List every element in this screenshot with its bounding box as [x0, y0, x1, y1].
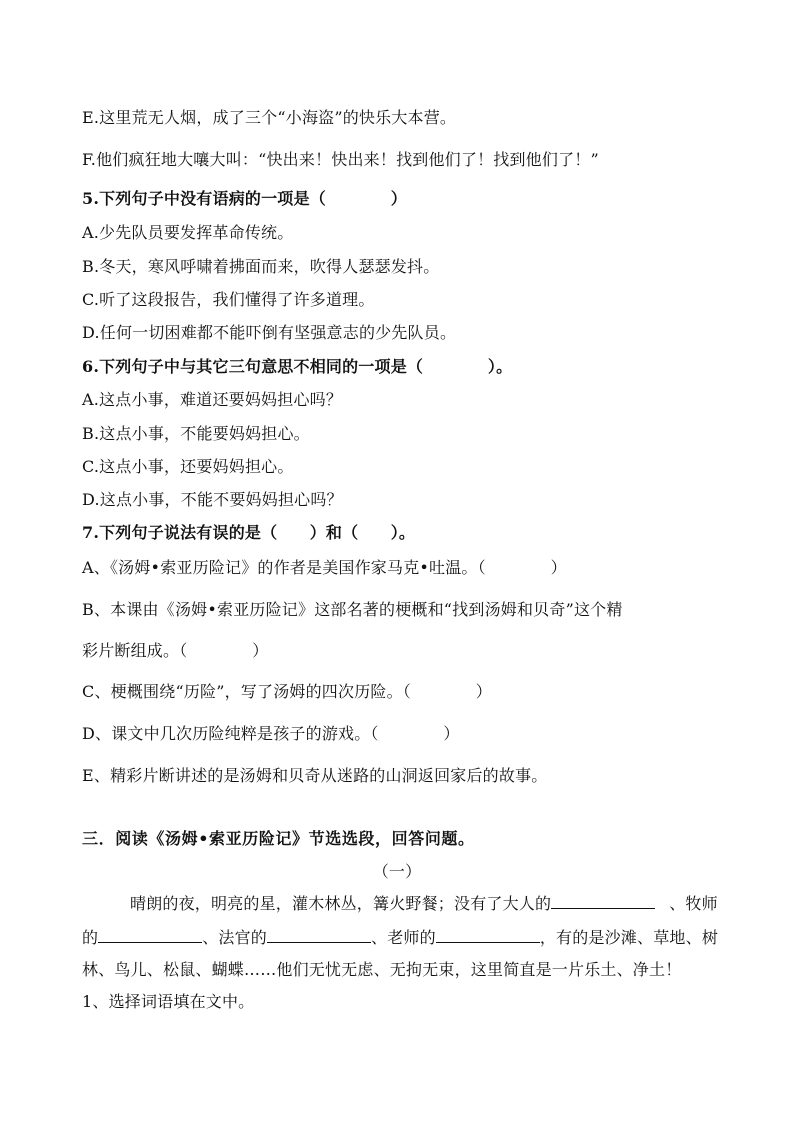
passage-text: 的 — [82, 928, 99, 947]
q7-statement-c: C、梗概围绕“历险”，写了汤姆的四次历险。（ ） — [82, 682, 493, 701]
q6-option-c: C.这点小事，还要妈妈担心。 — [82, 457, 294, 476]
q7-statement-e: E、精彩片断讲述的是汤姆和贝奇从迷路的山洞返回家后的故事。 — [82, 766, 548, 785]
q6-option-d: D.这点小事，不能不要妈妈担心吗？ — [82, 490, 343, 509]
fill-blank[interactable] — [267, 928, 371, 943]
q7-statement-d: D、课文中几次历险纯粹是孩子的游戏。（ ） — [82, 724, 460, 743]
option-f: F.他们疯狂地大嚷大叫：“快出来！快出来！找到他们了！找到他们了！” — [82, 150, 599, 169]
passage-text: 、牧师 — [669, 894, 718, 913]
q7-statement-b-line2: 彩片断组成。（ ） — [82, 641, 269, 660]
q7-statement-b-line1: B、本课由《汤姆•索亚历险记》这部名著的梗概和“找到汤姆和贝奇”这个精 — [82, 600, 623, 619]
passage-line-1 — [130, 894, 718, 914]
question-5-stem: 5.下列句子中没有语病的一项是（ ） — [82, 189, 407, 208]
q5-option-a: A.少先队员要发挥革命传统。 — [82, 223, 294, 242]
fill-blank[interactable] — [551, 894, 655, 909]
option-e: E.这里荒无人烟，成了三个“小海盗”的快乐大本营。 — [82, 108, 457, 127]
q6-option-b: B.这点小事，不能要妈妈担心。 — [82, 424, 310, 443]
q5-option-d: D.任何一切困难都不能吓倒有坚强意志的少先队员。 — [82, 323, 457, 342]
passage-text: ，有的是沙滩、草地、树 — [539, 928, 719, 947]
question-6-stem: 6.下列句子中与其它三句意思不相同的一项是（ ）。 — [82, 357, 513, 376]
q7-statement-a: A、《汤姆•索亚历险记》的作者是美国作家马克•吐温。（ ） — [82, 558, 567, 577]
passage-text: 、法官的 — [202, 928, 268, 947]
fill-blank[interactable] — [98, 928, 202, 943]
passage-text: 晴朗的夜，明亮的星，灌木林丛，篝火野餐；没有了大人的 — [130, 894, 552, 913]
q6-option-a: A.这点小事，难道还要妈妈担心吗？ — [82, 390, 343, 409]
section-3-title: 三．阅读《汤姆•索亚历险记》节选选段，回答问题。 — [82, 829, 475, 848]
sub-question-1: 1、选择词语填在文中。 — [82, 992, 255, 1011]
passage-line-3: 林、鸟儿、松鼠、蝴蝶……他们无忧无虑、无拘无束，这里简直是一片乐土、净土！ — [82, 960, 682, 979]
q5-option-c: C.听了这段报告，我们懂得了许多道理。 — [82, 290, 375, 309]
q5-option-b: B.冬天，寒风呼啸着拂面而来，吹得人瑟瑟发抖。 — [82, 257, 440, 276]
part-label: （一） — [372, 862, 422, 881]
fill-blank[interactable] — [436, 928, 540, 943]
passage-line-2 — [82, 928, 718, 948]
question-7-stem: 7.下列句子说法有误的是（ ）和（ ）。 — [82, 523, 416, 542]
passage-text: 、老师的 — [371, 928, 436, 947]
